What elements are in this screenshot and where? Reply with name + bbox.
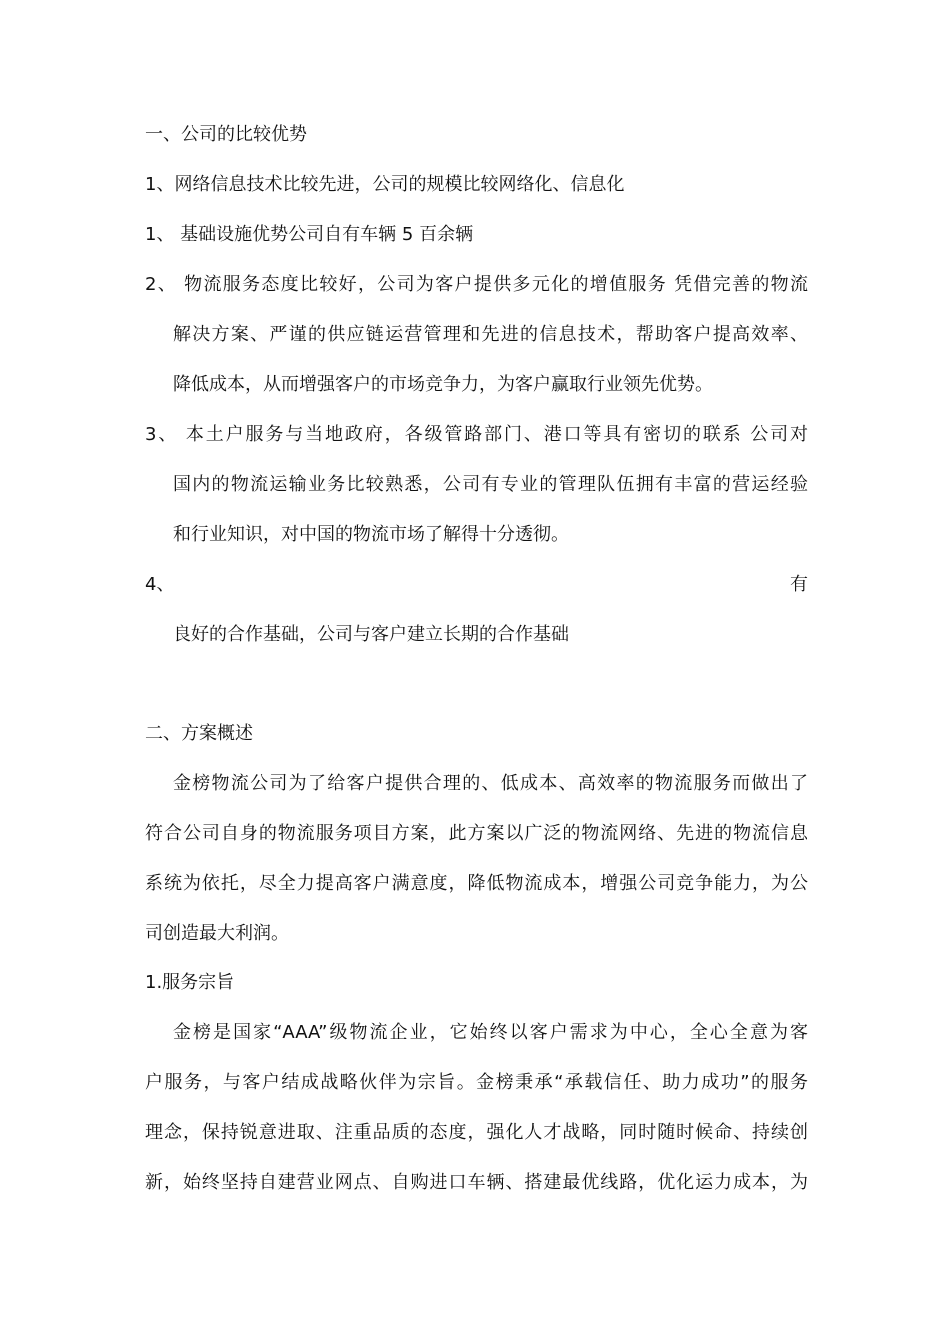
list-item-4-number: 4、 [145,574,175,595]
list-item-3-line-1: 3、 本土户服务与当地政府，各级管路部门、港口等具有密切的联系 公司对 [145,424,808,445]
list-item-1: 1、 基础设施优势公司自有车辆 5 百余辆 [145,224,474,245]
service-paragraph-line-3: 理念，保持锐意进取、注重品质的态度，强化人才战略，同时随时候命、持续创 [145,1122,808,1143]
service-purpose-heading: 1.服务宗旨 [145,972,235,993]
overview-paragraph-line-4: 司创造最大利润。 [145,923,289,944]
service-paragraph-line-1: 金榜是国家“AAA”级物流企业，它始终以客户需求为中心，全心全意为客 [173,1022,808,1043]
overview-paragraph-line-3: 系统为依托，尽全力提高客户满意度，降低物流成本，增强公司竞争能力，为公 [145,873,808,894]
list-item-3-line-2: 国内的物流运输业务比较熟悉，公司有专业的管理队伍拥有丰富的营运经验 [173,474,808,495]
service-paragraph-line-4: 新，始终坚持自建营业网点、自购进口车辆、搭建最优线路，优化运力成本，为 [145,1172,808,1193]
section1-subheading: 1、网络信息技术比较先进，公司的规模比较网络化、信息化 [145,174,625,195]
list-item-4-line-2: 良好的合作基础，公司与客户建立长期的合作基础 [173,624,569,645]
list-item-2-line-3: 降低成本，从而增强客户的市场竞争力，为客户赢取行业领先优势。 [173,374,713,395]
list-item-2-line-1: 2、 物流服务态度比较好，公司为客户提供多元化的增值服务 凭借完善的物流 [145,274,808,295]
section2-heading: 二、方案概述 [145,723,253,744]
service-paragraph-line-2: 户服务，与客户结成战略伙伴为宗旨。金榜秉承“承载信任、助力成功”的服务 [145,1072,808,1093]
list-item-2-line-2: 解决方案、严谨的供应链运营管理和先进的信息技术，帮助客户提高效率、 [173,324,808,345]
overview-paragraph-line-2: 符合公司自身的物流服务项目方案，此方案以广泛的物流网络、先进的物流信息 [145,823,808,844]
list-item-4-line-1 [145,572,808,598]
list-item-4-first-word: 有 [790,574,808,595]
overview-paragraph-line-1: 金榜物流公司为了给客户提供合理的、低成本、高效率的物流服务而做出了 [173,773,808,794]
list-item-3-line-3: 和行业知识，对中国的物流市场了解得十分透彻。 [173,524,569,545]
section1-heading: 一、公司的比较优势 [145,124,307,145]
